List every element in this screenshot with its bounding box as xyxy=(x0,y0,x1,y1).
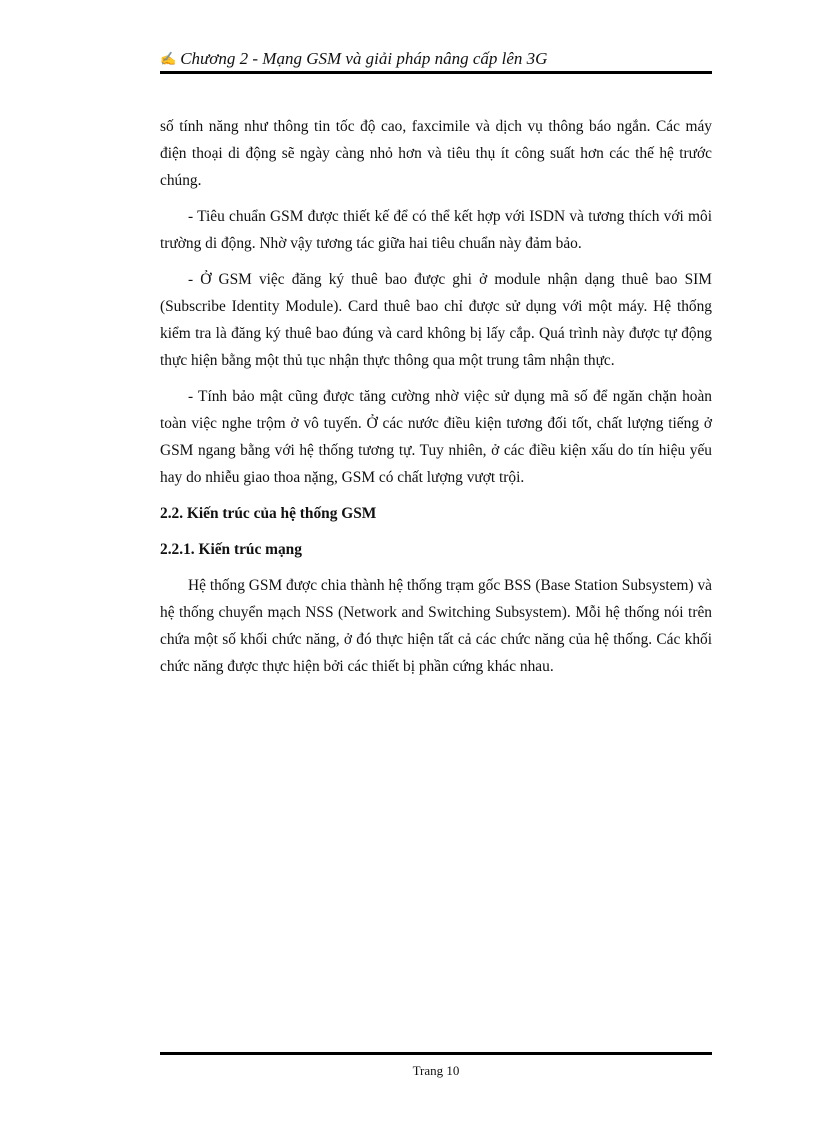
page-header xyxy=(160,48,712,72)
footer-divider xyxy=(160,1052,712,1055)
pen-icon: ✍ xyxy=(160,51,177,66)
paragraph-network-architecture: Hệ thống GSM được chia thành hệ thống trạm gốc BSS (Base Station Subsystem) và hệ thống chuyển mạch NSS (Network and Switching Subsystem). Mỗi hệ thống nói trên chứa một số khối chức năng, ở đó thực hiện tất cả các chức năng của hệ thống. Các khối chức năng được thực hiện bởi các thiết bị phần cứng khác nhau. xyxy=(160,577,712,675)
chapter-title: Chương 2 - Mạng GSM và giải pháp nâng cấp lên 3G xyxy=(180,49,548,68)
paragraph-isdn-compat: - Tiêu chuẩn GSM được thiết kế để có thể kết hợp với ISDN và tương thích với môi trường di động. Nhờ vậy tương tác giữa hai tiêu chuẩn này đảm bảo. xyxy=(160,208,712,252)
page-content xyxy=(160,113,712,689)
header-divider xyxy=(160,71,712,74)
header-title-line xyxy=(160,48,547,71)
subsection-heading: 2.2.1. Kiến trúc mạng xyxy=(160,541,302,558)
paragraph-security: - Tính bảo mật cũng được tăng cường nhờ việc sử dụng mã số để ngăn chặn hoàn toàn việc nghe trộm ở vô tuyến. Ở các nước điều kiện tương đối tốt, chất lượng tiếng ở GSM ngang bằng với hệ thống tương tự. Tuy nhiên, ở các điều kiện xấu do tín hiệu yếu hay do nhiễu giao thoa nặng, GSM có chất lượng vượt trội. xyxy=(160,388,712,486)
page-number: Trang 10 xyxy=(412,1063,460,1078)
section-heading: 2.2. Kiến trúc của hệ thống GSM xyxy=(160,505,377,522)
paragraph-sim-registration: - Ở GSM việc đăng ký thuê bao được ghi ở module nhận dạng thuê bao SIM (Subscribe Identity Module). Card thuê bao chỉ được sử dụng với một máy. Hệ thống kiểm tra là đăng ký thuê bao đúng và card không bị lấy cắp. Quá trình này được tự động thực hiện bằng một thủ tục nhận thực thông qua một trung tâm nhận thực. xyxy=(160,271,712,369)
paragraph-continuation: số tính năng như thông tin tốc độ cao, faxcimile và dịch vụ thông báo ngắn. Các máy điện thoại di động sẽ ngày càng nhỏ hơn và tiêu thụ ít công suất hơn các thế hệ trước chúng. xyxy=(160,118,712,189)
